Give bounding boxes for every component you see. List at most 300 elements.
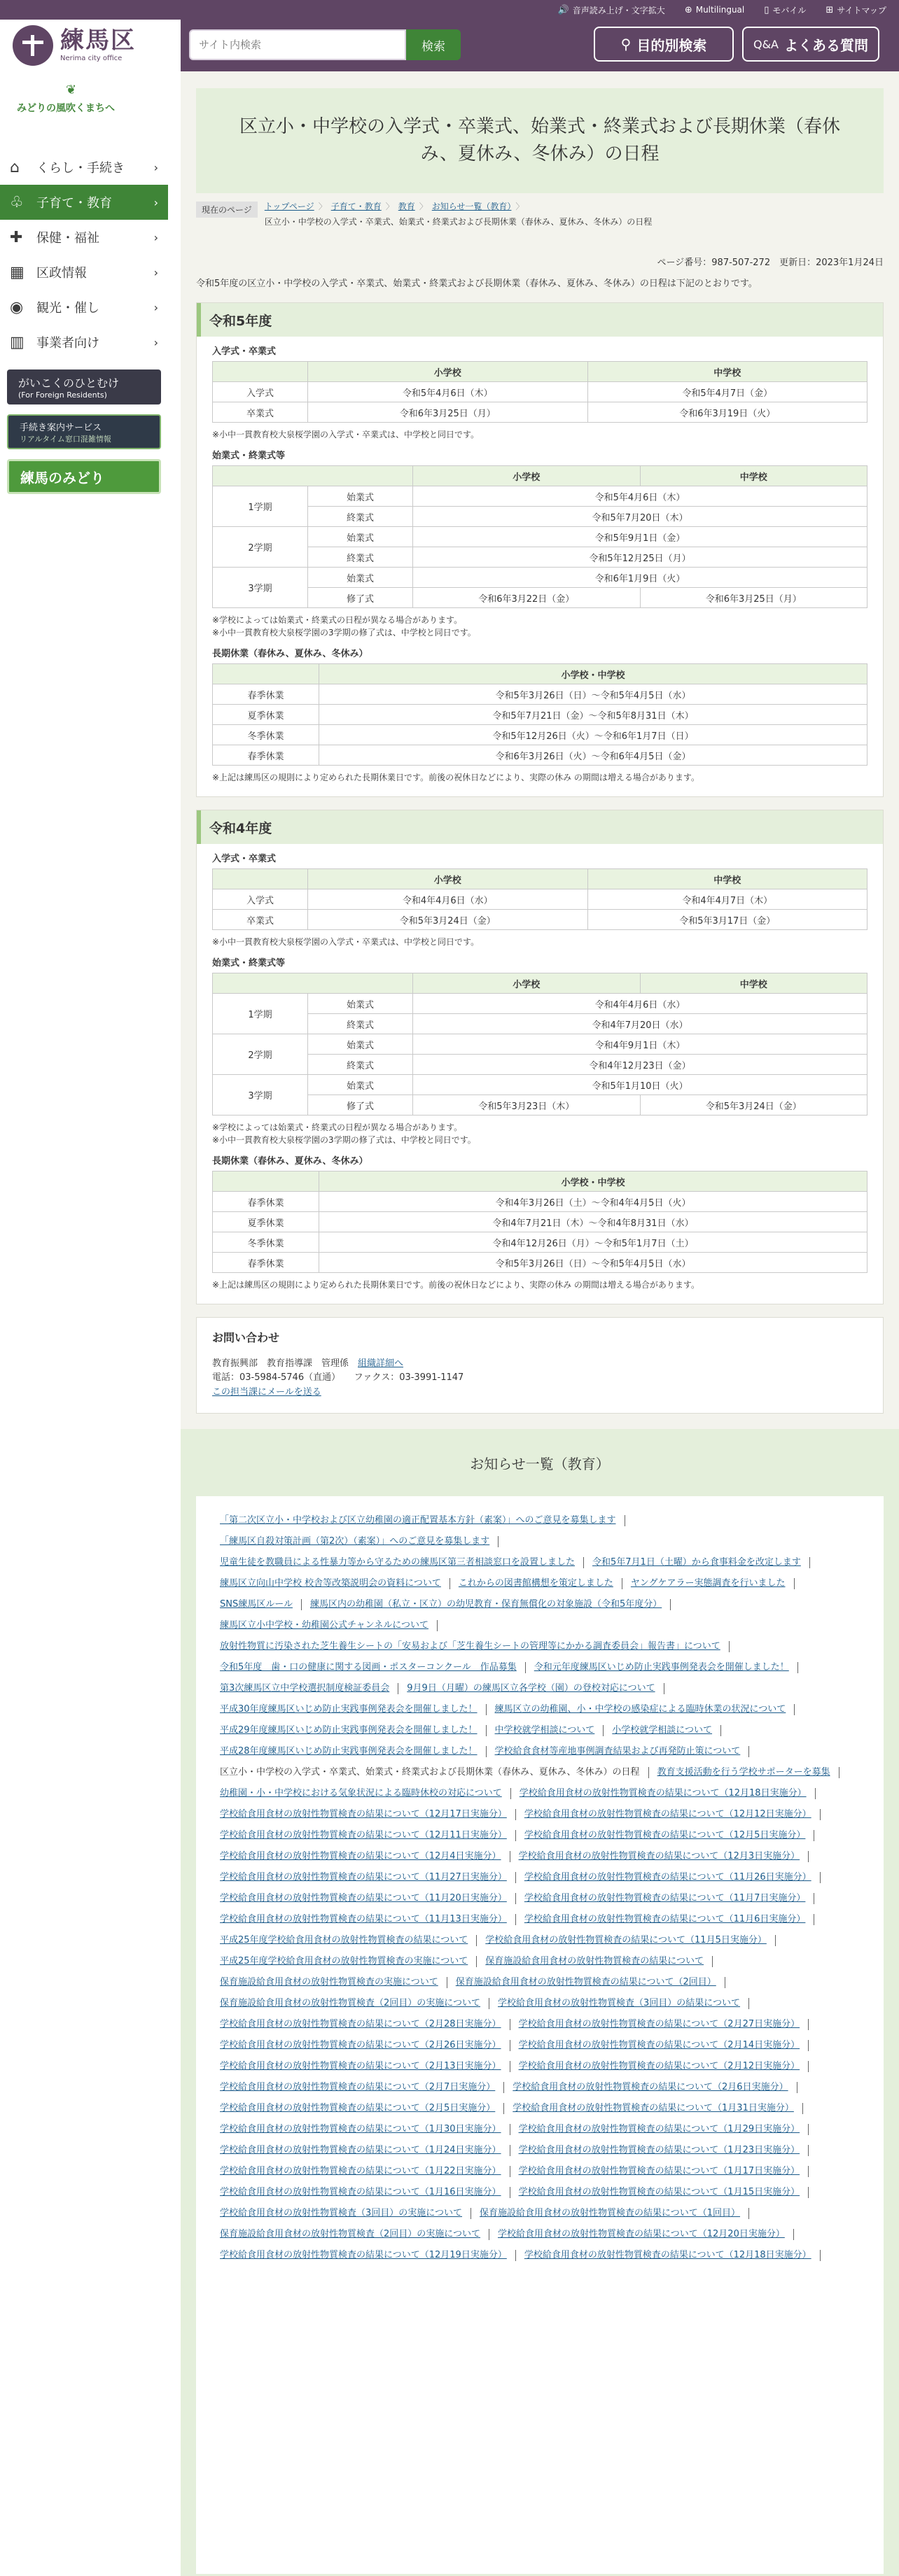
news-link[interactable]: 学校給食用食材の放射性物質検査の結果について（12月5日実施分） [524,1830,806,1840]
ceremony-table [212,868,867,930]
faq-button[interactable]: Q&A よくある質問 [742,27,879,62]
news-item [456,1977,725,1988]
holiday-type: 春季休業 [213,745,319,766]
chevron-right-icon: › [153,300,158,314]
news-link[interactable]: 学校給食用食材の放射性物質検査の結果について（12月3日実施分） [518,1851,800,1861]
table-header [213,869,308,889]
news-link[interactable]: 学校給食用食材の放射性物質検査（3回目）の実施について [220,2208,463,2218]
news-item [407,1683,664,1694]
table-row [213,382,867,402]
news-item [524,1872,821,1883]
news-link[interactable]: ヤングケアラー実態調査を行いました [630,1578,786,1589]
table-row [213,547,867,568]
news-item [519,2019,809,2030]
news-link[interactable]: 学校給食用食材の放射性物質検査の結果について（1月16日実施分） [220,2187,501,2197]
chevron-right-icon: › [153,160,158,174]
news-item [220,1620,438,1631]
left-sidebar [0,71,168,494]
table-row [213,1034,867,1055]
news-item [220,2229,489,2240]
event-label: 修了式 [308,1095,413,1115]
news-item [220,2040,510,2051]
news-item [657,1767,839,1778]
term-label: 3学期 [213,1075,308,1115]
news-link[interactable]: 第3次練馬区立中学校選択制度検証委員会 [220,1683,390,1694]
table-cell: 令和4年9月1日（木） [413,1034,867,1055]
term-heading: 始業式・終業式等 [212,451,286,461]
year-section [196,302,884,797]
news-link[interactable]: 学校給食用食材の放射性物質検査の結果について（1月31日実施分） [513,2103,794,2113]
news-link[interactable]: 学校給食用食材の放射性物質検査の結果について（1月22日実施分） [220,2166,501,2176]
purpose-search-button[interactable]: ⚲ 目的別検索 [594,27,734,62]
holiday-heading: 長期休業（春休み、夏休み、冬休み） [212,1156,368,1167]
news-link[interactable]: 幼稚園・小・中学校における気象状況による臨時休校の対応について [220,1788,502,1799]
house-icon: ⌂ [10,158,20,176]
news-link[interactable]: 平成28年度練馬区いじめ防止実践事例発表会を開催しました！ [220,1746,478,1757]
news-link[interactable]: 令和元年度練馬区いじめ防止実践事例発表会を開催しました！ [534,1662,789,1673]
ceremony-heading: 入学式・卒業式 [212,854,277,864]
news-link[interactable]: これからの図書館構想を策定しました [458,1578,613,1589]
utility-bar [0,0,899,20]
breadcrumb-separator-icon: 〉 [385,202,394,211]
site-search [189,29,461,60]
news-item [220,2208,471,2219]
table-cell: 令和5年7月21日（金）～令和5年8月31日（木） [319,705,867,725]
term-note: ※小中一貫教育校大泉桜学園の3学期の修了式は、中学校と同日です。 [212,628,476,638]
news-item [520,1788,816,1799]
news-link[interactable]: 学校給食用食材の放射性物質検査の結果について（12月18日実施分） [524,2250,811,2260]
news-link[interactable]: 学校給食用食材の放射性物質検査の結果について（2月12日実施分） [518,2061,800,2071]
global-nav [0,150,168,360]
news-link[interactable]: 保育施設給食用食材の放射性物質検査の結果について（1回目） [480,2208,741,2218]
news-link[interactable]: 学校給食用食材の放射性物質検査（3回目）の結果について [498,1998,741,2008]
news-link[interactable]: 学校給食用食材の放射性物質検査の結果について（12月4日実施分） [220,1851,501,1861]
news-item [519,2124,809,2135]
breadcrumb-link[interactable]: お知らせ一覧（教育） [431,202,512,211]
event-label: 始業式 [308,1034,413,1055]
table-row [213,1212,867,1232]
breadcrumb-separator-icon: 〉 [419,202,428,211]
news-link[interactable]: 学校給食用食材の放射性物質検査の結果について（2月28日実施分） [220,2019,501,2029]
news-link[interactable]: 学校給食用食材の放射性物質検査の結果について（12月17日実施分） [220,1809,507,1820]
news-item [220,1557,584,1568]
search-icon: ⚲ [620,36,632,52]
table-cell: 令和5年3月17日（金） [587,910,867,930]
news-link[interactable]: 「第二次区立小・中学校および区立幼稚園の適正配置基本方針（素案）」へのご意見を募集します [220,1515,616,1526]
table-header: 中学校 [587,362,867,382]
news-item [220,1809,516,1820]
nav-item-label: 観光・催し [36,301,99,316]
news-item [519,2061,809,2072]
news-item [310,1599,671,1610]
news-link[interactable]: 学校給食用食材の放射性物質検査の結果について（1月15日実施分） [518,2187,800,2197]
news-link[interactable]: 平成25年度学校給食用食材の放射性物質検査の実施について [220,1956,468,1966]
news-item [513,2082,797,2093]
news-link[interactable]: 保育施設給食用食材の放射性物質検査の結果について [485,1956,704,1966]
table-header: 小学校 [413,466,641,486]
nav-item-label: 事業者向け [36,336,99,351]
news-link[interactable]: 令和5年7月1日（土曜）から食事料金を改定します [592,1557,801,1568]
news-item [519,2040,809,2051]
table-header: 小学校・中学校 [319,1171,867,1192]
nav-item[interactable] [0,290,168,325]
speaker-icon: 🔊 [557,4,569,15]
news-item [220,1998,489,2009]
event-label: 終業式 [308,507,413,527]
table-header [213,466,413,486]
logo-name-jp: 練馬区 [60,27,136,55]
table-row [213,486,867,507]
news-item [498,1998,749,2009]
news-link[interactable]: 学校給食用食材の放射性物質検査の結果について（2月5日実施分） [220,2103,496,2113]
term-label: 3学期 [213,568,308,608]
table-cell: 令和6年3月26日（火）～令和6年4月5日（金） [319,745,867,766]
ceremony-note: ※小中一貫教育校大泉桜学園の入学式・卒業式は、中学校と同日です。 [212,937,480,947]
contact-dept-line [212,1357,867,1372]
nav-item[interactable] [0,185,168,220]
news-item [220,1872,516,1883]
table-cell: 令和4年4月6日（水） [413,994,867,1014]
table-header: 小学校・中学校 [319,664,867,684]
news-link[interactable]: 学校給食用食材の放射性物質検査の結果について（2月6日実施分） [513,2082,788,2092]
table-cell: 令和4年7月21日（木）～令和4年8月31日（水） [319,1212,867,1232]
table-cell: 令和5年4月7日（金） [587,382,867,402]
table-cell: 令和5年12月25日（月） [413,547,867,568]
news-link[interactable]: 保育施設給食用食材の放射性物質検査の結果について（2回目） [455,1977,716,1987]
news-item [220,1683,398,1694]
news-link[interactable]: 学校給食用食材の放射性物質検査の結果について（11月13日実施分） [220,1914,507,1924]
news-link[interactable]: 学校給食食材等産地事例調査結果および再発防止策について [494,1746,741,1757]
table-row [213,745,867,766]
table-header: 小学校 [308,869,588,889]
news-link[interactable]: 学校給食用食材の放射性物質検査の結果について（11月6日実施分） [524,1914,806,1924]
holiday-heading: 長期休業（春休み、夏休み、冬休み） [212,649,368,659]
news-item [519,2145,809,2156]
news-item [524,1893,815,1904]
news-link[interactable]: 中学校就学相談について [494,1725,595,1736]
news-item [220,2124,510,2135]
multilingual-link[interactable]: ⊕ Multilingual [684,4,745,15]
table-cell: 令和6年1月9日（火） [413,568,867,588]
news-link[interactable]: 学校給食用食材の放射性物質検査の結果について（2月26日実施分） [220,2040,501,2050]
holiday-type: 夏季休業 [213,705,319,725]
news-link[interactable]: 小学校就学相談について [612,1725,713,1736]
event-label: 修了式 [308,588,413,608]
news-item [519,1851,809,1862]
news-item [480,2208,749,2219]
breadcrumb-label: 現在のページ [196,202,258,218]
news-link[interactable]: 平成29年度練馬区いじめ防止実践事例発表会を開催しました！ [220,1725,478,1736]
news-item [220,2082,504,2093]
news-list-box [196,1496,884,2574]
news-item [220,2019,510,2030]
news-item [534,1662,798,1673]
ceremony-table [212,361,867,423]
news-link[interactable]: 保育施設給食用食材の放射性物質検査の実施について [220,1977,438,1987]
news-list [220,1510,861,2266]
table-header [213,362,308,382]
table-header: 小学校 [308,362,588,382]
table-cell: 令和5年4月6日（木） [308,382,588,402]
table-row [213,889,867,910]
table-cell: 令和5年3月26日（日）～令和5年4月5日（水） [319,1253,867,1273]
news-item [519,2187,809,2198]
news-item [220,1746,487,1757]
term-label: 2学期 [213,527,308,568]
chevron-right-icon: › [153,265,158,279]
news-link[interactable]: 学校給食用食材の放射性物質検査の結果について（2月14日実施分） [518,2040,800,2050]
news-link[interactable]: 学校給食用食材の放射性物質検査の結果について（2月7日実施分） [220,2082,496,2092]
nav-item[interactable] [0,325,168,360]
news-link[interactable]: 学校給食用食材の放射性物質検査の結果について（12月11日実施分） [220,1830,507,1840]
table-row [213,568,867,588]
ceremony-heading: 入学式・卒業式 [212,346,277,357]
news-item [485,1956,713,1967]
main-content [181,71,899,2576]
page-title-box [196,88,884,193]
news-item [220,1536,499,1547]
table-row [213,1192,867,1212]
stroller-icon: ♧ [10,193,24,211]
news-link[interactable]: 学校給食用食材の放射性物質検査の結果について（12月20日実施分） [498,2229,785,2239]
holiday-type: 夏季休業 [213,1212,319,1232]
schedule-content [196,302,884,1414]
news-link[interactable]: 学校給食用食材の放射性物質検査の結果について（12月19日実施分） [220,2250,507,2260]
news-item [220,2187,510,2198]
table-header [213,1171,319,1192]
table-cell: 卒業式 [213,910,308,930]
breadcrumb-link[interactable]: トップページ [264,202,314,211]
holiday-type: 春季休業 [213,1253,319,1273]
news-item [220,1893,516,1904]
readaloud-link[interactable]: 🔊 音声読み上げ・文字拡大 [557,4,665,15]
table-cell: 令和6年3月19日（火） [587,402,867,423]
breadcrumb-link[interactable]: 子育て・教育 [330,202,382,211]
news-item [220,2166,510,2177]
news-item [519,2166,809,2177]
news-item [220,1704,487,1715]
news-link[interactable]: 学校給食用食材の放射性物質検査の結果について（2月13日実施分） [220,2061,501,2071]
table-row [213,1014,867,1034]
news-item [459,1578,622,1589]
table-row [213,725,867,745]
news-item [524,1914,815,1925]
table-cell: 令和5年3月23日（木） [413,1095,641,1115]
news-link[interactable]: 学校給食用食材の放射性物質検査の結果について（12月12日実施分） [524,1809,811,1820]
term-note: ※学校によっては始業式・終業式の日程が異なる場合があります。 [212,1122,463,1132]
table-cell: 令和6年3月25日（月） [640,588,867,608]
news-link[interactable]: 平成25年度学校給食用食材の放射性物質検査の結果について [220,1935,468,1945]
news-item [220,1662,526,1673]
news-item [524,1809,821,1820]
table-row [213,705,867,725]
event-label: 終業式 [308,547,413,568]
news-item [220,2103,504,2114]
news-link[interactable]: 学校給食用食材の放射性物質検査の結果について（12月18日実施分） [519,1788,807,1799]
news-link[interactable]: 練馬区立の幼稚園、小・中学校の感染症による臨時休業の状況について [494,1704,786,1715]
table-header [213,664,319,684]
table-row [213,994,867,1014]
news-link[interactable]: 保育施設給食用食材の放射性物質検査（2回目）の実施について [220,2229,481,2239]
term-notes [212,614,867,639]
page-meta: ページ番号：987-507-272 更新日：2023年1月24日 [657,258,884,268]
event-label: 終業式 [308,1055,413,1075]
cross-icon: ✚ [10,228,23,246]
table-header: 中学校 [640,466,867,486]
term-table [212,465,867,608]
news-item [524,1830,815,1841]
table-cell: 入学式 [213,382,308,402]
holiday-type: 冬季休業 [213,725,319,745]
news-link[interactable]: 学校給食用食材の放射性物質検査の結果について（2月27日実施分） [518,2019,800,2029]
news-link[interactable]: 学校給食用食材の放射性物質検査の結果について（11月5日実施分） [485,1935,767,1945]
table-row [213,1075,867,1095]
holiday-type: 春季休業 [213,684,319,705]
mobile-icon: ▯ [764,4,769,15]
table-cell: 令和5年12月26日（火）～令和6年1月7日（日） [319,725,867,745]
news-link[interactable]: 「練馬区自殺対策計画（第2次）（素案）」へのご意見を募集します [220,1536,490,1547]
table-row [213,402,867,423]
news-item [513,2103,803,2114]
news-link[interactable]: 学校給食用食材の放射性物質検査の結果について（1月24日実施分） [220,2145,501,2155]
news-link[interactable]: 学校給食用食材の放射性物質検査の結果について（11月20日実施分） [220,1893,507,1903]
nav-item[interactable] [0,150,168,185]
factory-icon: ▥ [10,333,25,351]
term-note: ※学校によっては始業式・終業式の日程が異なる場合があります。 [212,615,463,625]
news-link[interactable]: 学校給食用食材の放射性物質検査の結果について（1月30日実施分） [220,2124,501,2134]
news-item [220,1830,516,1841]
term-note: ※小中一貫教育校大泉桜学園の3学期の修了式は、中学校と同日です。 [212,1135,476,1145]
building-icon: ▦ [10,263,25,281]
news-link[interactable]: 練馬区内の幼稚園（私立・区立）の幼児教育・保育無償化の対象施設（令和5年度分） [309,1599,662,1610]
news-item [220,1578,450,1589]
breadcrumb-separator-icon: 〉 [318,202,327,211]
nav-item[interactable] [0,220,168,255]
news-link[interactable]: 保育施設給食用食材の放射性物質検査（2回目）の実施について [220,1998,481,2008]
news-link[interactable]: 令和5年度 歯・口の健康に関する図画・ポスターコンクール 作品募集 [220,1662,517,1673]
news-link[interactable]: 児童生徒を教職員による性暴力等から守るための練馬区第三者相談窓口を設置しました [220,1557,576,1568]
event-label: 始業式 [308,486,413,507]
news-link[interactable]: 練馬区立小中学校・幼稚園公式チャンネルについて [220,1620,428,1631]
year-heading: 令和4年度 [197,810,883,844]
chevron-right-icon: › [153,195,158,209]
org-detail-link[interactable]: 組織詳細へ [358,1358,404,1369]
table-cell: 令和5年4月6日（木） [413,486,867,507]
table-cell: 令和6年3月22日（金） [413,588,641,608]
table-row [213,1055,867,1075]
sitemap-link[interactable]: ⊞ サイトマップ [825,4,886,15]
table-header [213,973,413,994]
contact-phone: 電話：03-5984-5746（直通） ファクス：03-3991-1147 [212,1372,464,1384]
news-link[interactable]: 学校給食用食材の放射性物質検査の結果について（1月23日実施分） [518,2145,800,2155]
camera-icon: ◉ [10,298,24,316]
term-heading: 始業式・終業式等 [212,958,286,969]
term-label: 2学期 [213,1034,308,1075]
table-cell: 令和5年1月10日（火） [413,1075,867,1095]
news-link[interactable]: 学校給食用食材の放射性物質検査の結果について（1月29日実施分） [518,2124,800,2134]
event-label: 始業式 [308,994,413,1014]
nerima-emblem-icon [13,25,53,66]
news-item-current: 区立小・中学校の入学式・卒業式、始業式・終業式および長期休業（春休み、夏休み、冬休み）の日程 [220,1767,649,1778]
news-link[interactable]: 学校給食用食材の放射性物質検査の結果について（1月17日実施分） [518,2166,800,2176]
event-label: 始業式 [308,568,413,588]
contact-mail-link[interactable]: この担当課にメールを送る [212,1387,321,1398]
logo-name-en: Nerima city office [60,55,123,62]
search-button[interactable]: 検索 [406,29,461,60]
globe-icon: ⊕ [684,4,692,15]
breadcrumb-separator-icon: 〉 [515,202,524,211]
year-heading: 令和5年度 [197,303,883,337]
term-notes [212,1121,867,1146]
foreign-residents-banner[interactable]: がいこくのひとむけ (For Foreign Residents) [7,369,161,404]
chevron-right-icon: › [153,230,158,244]
news-item [220,1851,510,1862]
table-row [213,1095,867,1115]
nav-item-label: 区政情報 [36,266,87,281]
search-input[interactable] [189,29,406,60]
table-cell: 令和4年12月23日（金） [413,1055,867,1075]
nav-item-label: 保健・福祉 [36,231,99,246]
news-link[interactable]: 学校給食用食材の放射性物質検査の結果について（11月26日実施分） [524,1872,811,1882]
sitemap-icon: ⊞ [825,4,834,15]
holiday-type: 冬季休業 [213,1232,319,1253]
chevron-right-icon: › [153,335,158,349]
table-row [213,1232,867,1253]
mobile-link[interactable]: ▯ モバイル [764,4,807,15]
news-link[interactable]: 教育支援活動を行う学校サポーターを募集 [657,1767,830,1778]
ceremony-note: ※小中一貫教育校大泉桜学園の入学式・卒業式は、中学校と同日です。 [212,430,480,439]
counter-status-banner[interactable]: 手続き案内サービス リアルタイム窓口混雑情報 [7,414,161,449]
news-item [498,2229,794,2240]
news-item [220,1956,477,1967]
news-item [495,1704,795,1715]
news-item [220,1935,477,1946]
table-row [213,527,867,547]
holiday-note: ※上記は練馬区の規則により定められた長期休業日です。前後の祝休日などにより、実際の休み の期間は増える場合があります。 [212,1280,699,1290]
breadcrumb-trail [265,199,874,230]
news-link[interactable]: 9月9日（月曜）の練馬区立各学校（園）の登校対応について [407,1683,655,1694]
breadcrumb-link[interactable]: 教育 [398,202,415,211]
contact-dept: 教育振興部 教育指導課 管理係 [212,1358,358,1369]
table-cell: 入学式 [213,889,308,910]
event-label: 始業式 [308,527,413,547]
table-row [213,1253,867,1273]
news-link[interactable]: 放射性物質に汚染された芝生養生シートの「安易および「芝生養生シートの管理等にかかる調査委員会」報告書」について [220,1641,720,1652]
holiday-note: ※上記は練馬区の規則により定められた長期休業日です。前後の祝休日などにより、実際の休み の期間は増える場合があります。 [212,773,699,782]
news-item [220,1599,302,1610]
news-item [495,1725,604,1736]
table-cell: 令和4年4月7日（木） [587,889,867,910]
news-item [220,2061,510,2072]
news-link[interactable]: SNS練馬区ルール [220,1599,293,1610]
table-cell: 令和5年3月26日（日）～令和5年4月5日（水） [319,684,867,705]
news-link[interactable]: 学校給食用食材の放射性物質検査の結果について（11月27日実施分） [220,1872,507,1882]
news-link[interactable]: 練馬区立向山中学校 校舎等改築説明会の資料について [220,1578,441,1589]
news-link[interactable]: 学校給食用食材の放射性物質検査の結果について（11月7日実施分） [524,1893,806,1903]
qa-icon: Q&A [753,37,779,51]
nav-item[interactable] [0,255,168,290]
intro-text: 令和5年度の区立小・中学校の入学式・卒業式、始業式・終業式および長期休業（春休み、夏休み、冬休み）の日程は下記のとおりです。 [196,279,758,289]
leaf-icon: ❦ [66,83,77,97]
news-link[interactable]: 平成30年度練馬区いじめ防止実践事例発表会を開催しました！ [220,1704,478,1715]
news-item [220,1641,730,1652]
table-cell: 令和5年3月24日（金） [308,910,588,930]
news-item [495,1746,750,1757]
table-row [213,588,867,608]
nerima-midori-banner[interactable]: 練馬のみどり [7,459,161,494]
site-logo[interactable] [13,21,167,70]
news-item [220,1977,447,1988]
